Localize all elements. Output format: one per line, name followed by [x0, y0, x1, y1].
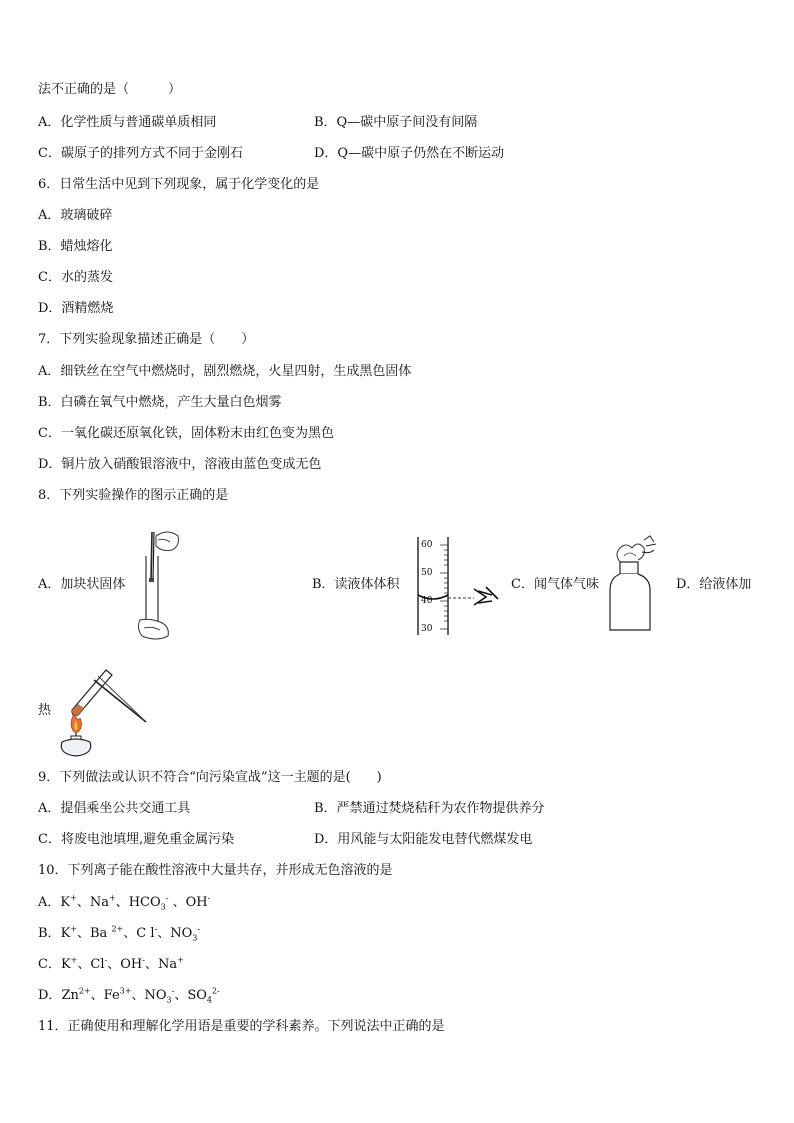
ion-charge: -	[104, 955, 108, 965]
q10-option-c	[38, 957, 184, 973]
separator: 、	[144, 957, 158, 972]
q5-stem-continuation: 法不正确的是（ ）	[38, 82, 182, 97]
q9-option-c: C．将废电池填埋,避免重金属污染	[38, 832, 235, 847]
smelling-gas-bottle-figure	[606, 534, 662, 634]
ion-symbol: K	[60, 895, 71, 910]
q6-option-b: B．蜡烛熔化	[38, 239, 113, 254]
ion-symbol: OH	[185, 895, 208, 910]
q8-stem: 8．下列实验操作的图示正确的是	[38, 488, 229, 503]
q10-option-b	[38, 926, 200, 942]
cylinder-tick-label-50: 50	[421, 568, 433, 578]
ion-symbol: Cl	[90, 957, 105, 972]
ion-symbol: K	[60, 926, 71, 941]
ion-symbol: HCO	[128, 895, 161, 910]
separator: 、	[168, 895, 186, 910]
q7-stem: 7．下列实验现象描述正确是（ ）	[38, 332, 255, 347]
q8-option-d-label-continued: 热	[38, 703, 52, 718]
separator: 、	[90, 988, 104, 1003]
ion-charge: +	[70, 924, 77, 934]
ion-symbol: Na	[157, 957, 178, 972]
q8-option-c-label: C．闻气体气味	[511, 577, 599, 592]
ion-charge: -	[165, 893, 169, 903]
q10-stem: 10．下列离子能在酸性溶液中大量共存，并形成无色溶液的是	[38, 863, 393, 878]
q9-option-b: B．严禁通过焚烧秸秆为农作物提供养分	[314, 801, 545, 816]
q6-option-c: C．水的蒸发	[38, 270, 113, 285]
ion-symbol: Fe	[103, 988, 120, 1003]
ion-charge: -	[142, 955, 145, 965]
ion-charge: -	[154, 924, 158, 934]
q6-stem: 6．日常生活中见到下列现象，属于化学变化的是	[38, 177, 320, 192]
q8-option-b-label: B．读液体体积	[312, 577, 400, 592]
ion-charge: -	[197, 924, 201, 934]
q7-option-c: C．一氧化碳还原氧化铁，固体粉末由红色变为黑色	[38, 426, 334, 441]
option-label: A．	[38, 895, 61, 910]
option-label: C．	[38, 957, 61, 972]
separator: 、	[157, 926, 171, 941]
q7-option-a: A．细铁丝在空气中燃烧时，剧烈燃烧，火星四射，生成黑色固体	[38, 364, 412, 379]
ion-charge: 2-	[212, 986, 220, 996]
ion-charge: 2+	[111, 924, 124, 934]
ion-charge: +	[177, 955, 184, 965]
q5-option-b: B．Q—碳中原子间没有间隔	[314, 115, 478, 130]
ion-charge: -	[207, 893, 211, 903]
ion-charge: 3+	[119, 986, 132, 996]
option-label: B．	[38, 926, 61, 941]
ion-symbol: Ba	[90, 926, 112, 941]
q5-option-a: A．化学性质与普通碳单质相同	[38, 115, 217, 130]
separator: 、	[76, 926, 90, 941]
q5-option-c: C．碳原子的排列方式不同于金刚石	[38, 146, 243, 161]
ion-symbol: Zn	[61, 988, 79, 1003]
separator: 、	[107, 957, 121, 972]
q8-option-a-label: A．加块状固体	[38, 577, 126, 592]
ion-symbol: OH	[120, 957, 143, 972]
ion-charge: -	[171, 986, 175, 996]
ion-charge: +	[70, 893, 77, 903]
separator: 、	[131, 988, 145, 1003]
separator: 、	[123, 926, 137, 941]
ion-symbol: K	[60, 957, 71, 972]
separator: 、	[77, 957, 91, 972]
q7-option-d: D．铜片放入硝酸银溶液中，溶液由蓝色变成无色	[38, 457, 322, 472]
separator: 、	[174, 988, 188, 1003]
q7-option-b: B．白磷在氧气中燃烧，产生大量白色烟雾	[38, 395, 282, 410]
ion-charge: +	[108, 893, 116, 903]
ion-symbol: SO	[187, 988, 207, 1003]
ion-subscript: 3	[160, 902, 166, 912]
q9-option-d: D．用风能与太阳能发电替代燃煤发电	[314, 832, 533, 847]
q10-option-a	[38, 895, 210, 911]
q5-option-d: D．Q—碳中原子仍然在不断运动	[314, 146, 505, 161]
q11-stem: 11．正确使用和理解化学用语是重要的学科素养。下列说法中正确的是	[38, 1019, 445, 1034]
adding-solid-to-test-tube-figure	[134, 528, 182, 642]
q10-option-d	[38, 988, 220, 1004]
option-label: D．	[38, 988, 62, 1003]
separator: 、	[115, 895, 129, 910]
ion-symbol: Na	[89, 895, 109, 910]
ion-subscript: 3	[166, 995, 172, 1005]
ion-symbol: NO	[170, 926, 193, 941]
q9-option-a: A．提倡乘坐公共交通工具	[38, 801, 191, 816]
ion-symbol: C l	[136, 926, 155, 941]
ion-charge: +	[70, 955, 78, 965]
q9-stem: 9．下列做法或认识不符合“向污染宣战”这一主题的是( )	[38, 770, 382, 785]
heating-liquid-figure	[54, 662, 150, 758]
q6-option-a: A．玻璃破碎	[38, 208, 113, 223]
cylinder-tick-label-60: 60	[421, 540, 433, 550]
cylinder-tick-label-40: 40	[421, 596, 433, 606]
separator: 、	[76, 895, 90, 910]
ion-charge: 2+	[78, 986, 91, 996]
ion-subscript: 4	[206, 995, 213, 1005]
cylinder-tick-label-30: 30	[421, 624, 433, 634]
ion-subscript: 3	[192, 933, 198, 943]
ion-symbol: NO	[144, 988, 167, 1003]
q6-option-d: D．酒精燃烧	[38, 301, 114, 316]
q8-option-d-label: D．给液体加	[676, 577, 752, 592]
graduated-cylinder-reading-figure	[412, 535, 506, 637]
